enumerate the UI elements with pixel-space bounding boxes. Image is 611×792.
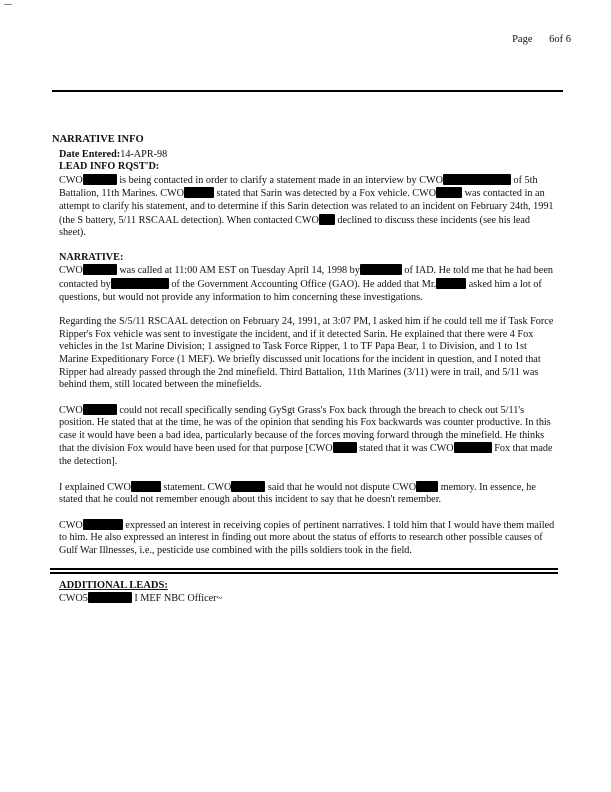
redaction-block bbox=[436, 187, 462, 198]
redaction-block bbox=[131, 481, 161, 492]
narrative-info-heading: NARRATIVE INFO bbox=[52, 134, 144, 145]
narrative-paragraph-4 bbox=[59, 481, 557, 507]
page-header bbox=[498, 34, 571, 45]
text-run: I MEF NBC Officer~ bbox=[134, 593, 223, 605]
document-body bbox=[52, 134, 557, 606]
additional-leads-heading: ADDITIONAL LEADS: bbox=[59, 579, 168, 591]
narrative-paragraph-2: Regarding the S/5/11 RSCAAL detection on February 24, 1991, at 3:07 PM, I asked him if he could tell me if Task Force Ripper's Fox vehicle was sent to investigate the incident, and if it detected Sarin. He explained that there were 4 Fox vehicles in the 1st Marine Division; 1 assigned to Task Force Ripper, 1 to TF Papa Bear, 1 to Division, and 1 to 1st Marine Expeditionary Force (1 MEF). We briefly discussed unit locations for the incident in question, and I noted that Ripper had already passed through the 2nd minefield. Third Battalion, 11th Marines (3/11) were in trail, and 5/11 was behind them, still located between the minefields. bbox=[59, 316, 554, 391]
redaction-block bbox=[83, 174, 117, 185]
text-run: could not recall specifically sending GySgt Grass's Fox back through the breach to check out 5/11's position. He stated that at the time, he was of the opinion that sending his Fox backwards was counter productive. In this case it would have been a bad idea, particularly because of the forces moving forward through the minefield. He thinks that the division Fox would have been used for that purpose [CWO bbox=[59, 404, 551, 455]
text-run: of the Government Accounting Office (GAO). He added that Mr. bbox=[171, 278, 437, 290]
narrative-paragraph-1 bbox=[59, 264, 557, 304]
page-number: 6of 6 bbox=[549, 34, 571, 45]
text-run: Fox that made the detection]. bbox=[59, 443, 553, 468]
narrative-heading: NARRATIVE: bbox=[59, 251, 124, 263]
redaction-block bbox=[88, 592, 132, 603]
text-run: said that he would not dispute CWO bbox=[267, 481, 417, 493]
text-run: statement. CWO bbox=[163, 481, 232, 493]
redaction-block bbox=[360, 264, 402, 275]
redaction-block bbox=[111, 278, 169, 289]
redaction-block bbox=[83, 404, 117, 415]
lead-info-paragraph bbox=[59, 174, 557, 240]
text-run: was contacted in an attempt to clarify his statement, and to determine if this Sarin detection was related to an incident on February 24th, 1991 (the S battery, 5/11 RSCAAL detection). When contacted CWO bbox=[59, 188, 554, 226]
text-run: memory. In essence, he stated that he could not remember enough about this incident to say that he doesn't remember. bbox=[59, 481, 536, 506]
text-run: of IAD. He told me that he had been contacted by bbox=[59, 265, 553, 290]
redaction-block bbox=[231, 481, 265, 492]
text-run: stated that it was CWO bbox=[359, 443, 454, 455]
redaction-block bbox=[83, 264, 117, 275]
redaction-block bbox=[333, 442, 357, 453]
redaction-block bbox=[319, 214, 335, 225]
text-run: asked him a lot of questions, but would not provide any information to him concerning these investigations. bbox=[59, 278, 542, 303]
text-run: expressed an interest in receiving copies of pertinent narratives. I told him that I would have them mailed to him. He also expressed an interest in finding out more about the status of efforts to research other possible causes of Gulf War Illnesses, i.e., pesticide use combined with the pills soldiers took in the field. bbox=[59, 519, 555, 557]
redaction-block bbox=[184, 187, 214, 198]
additional-leads-divider bbox=[50, 568, 558, 574]
redaction-block bbox=[454, 442, 492, 453]
redaction-block bbox=[436, 278, 466, 289]
lead-info-heading: LEAD INFO RQST'D: bbox=[59, 161, 160, 173]
text-run: CWO bbox=[59, 174, 83, 186]
top-rule bbox=[52, 90, 563, 92]
narrative-paragraph-3 bbox=[59, 404, 557, 469]
text-run: CWO bbox=[59, 404, 83, 416]
narrative-paragraph-5 bbox=[59, 519, 557, 558]
text-run: CWO bbox=[59, 519, 83, 531]
text-run: declined to discuss these incidents (see his lead sheet). bbox=[59, 214, 531, 239]
text-run: stated that Sarin was detected by a Fox vehicle. CWO bbox=[216, 188, 437, 200]
redaction-block bbox=[443, 174, 511, 185]
date-label: Date Entered: bbox=[59, 148, 121, 160]
page-label: Page bbox=[512, 34, 533, 45]
redaction-block bbox=[416, 481, 438, 492]
redaction-block bbox=[83, 519, 123, 530]
date-value: 14-APR-98 bbox=[120, 148, 168, 160]
text-run: was called at 11:00 AM EST on Tuesday April 14, 1998 by bbox=[119, 265, 360, 277]
text-run: CWO5 bbox=[59, 593, 88, 605]
text-run: CWO bbox=[59, 265, 83, 277]
additional-leads-line bbox=[59, 592, 557, 606]
date-entered bbox=[59, 149, 557, 162]
scan-mark bbox=[4, 4, 12, 5]
text-run: I explained CWO bbox=[59, 481, 131, 493]
text-run: is being contacted in order to clarify a statement made in an interview by CWO bbox=[119, 174, 443, 186]
text-run: of 5th Battalion, 11th Marines. CWO bbox=[59, 174, 538, 200]
